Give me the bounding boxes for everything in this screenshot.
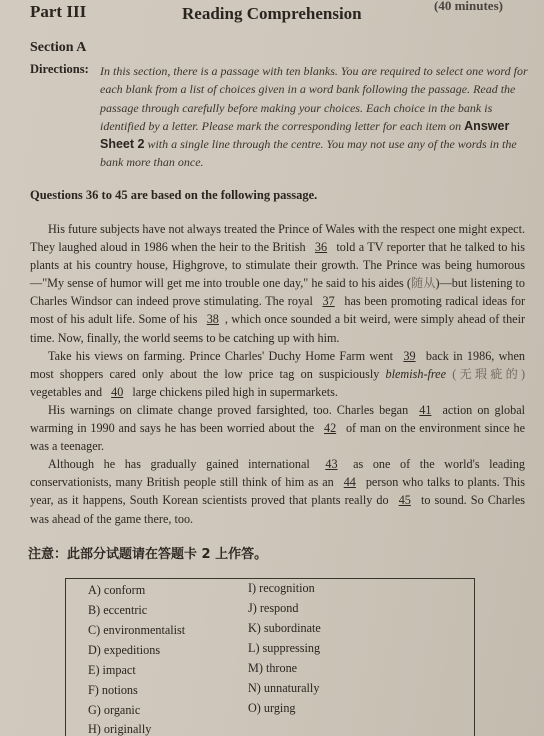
blank-45: 45 bbox=[398, 493, 411, 508]
blank-36: 36 bbox=[314, 240, 328, 255]
passage-italic-term: blemish-free bbox=[385, 366, 446, 381]
word-option: I) recognition bbox=[248, 581, 315, 595]
passage-text: as one of the world's leading conservationists, many British people still think of him as an bbox=[30, 457, 526, 490]
word-bank bbox=[65, 578, 475, 736]
word-option: A) conform bbox=[88, 583, 146, 597]
passage-text: Although he has gradually gained international bbox=[48, 457, 310, 472]
word-option: B) eccentric bbox=[88, 603, 148, 617]
blank-42: 42 bbox=[323, 421, 337, 436]
passage-gloss: 随从 bbox=[410, 276, 436, 291]
word-option: K) subordinate bbox=[248, 621, 321, 635]
directions-text-part-2: with a single line through the centre. You may not use any of the words in the bank more than once. bbox=[100, 137, 517, 170]
paragraph-4 bbox=[30, 455, 525, 527]
word-option: C) environmentalist bbox=[88, 623, 186, 637]
passage-text: His warnings on climate change proved farsighted, too. Charles began bbox=[48, 402, 409, 417]
paragraph-1 bbox=[30, 220, 525, 347]
passage-text: , which once sounded a bit weird, were simply ahead of their time. Now, finally, the world seems to be catching up with him. bbox=[30, 312, 526, 345]
directions-label: Directions: bbox=[30, 62, 89, 76]
passage-text: action on global warming in 1990 and says he has been worried about the bbox=[30, 402, 526, 436]
directions-text bbox=[100, 62, 530, 172]
blank-41: 41 bbox=[419, 402, 432, 417]
blank-38: 38 bbox=[206, 312, 219, 327]
blank-37: 37 bbox=[322, 294, 335, 309]
blank-40: 40 bbox=[111, 384, 124, 399]
passage-text: back in 1986, when most shoppers cared only about the low price tag on suspiciously bbox=[30, 348, 526, 381]
word-option: E) impact bbox=[88, 663, 136, 677]
word-option: O) urging bbox=[248, 701, 296, 715]
blank-39: 39 bbox=[403, 348, 416, 363]
answer-sheet-label: Answer Sheet 2 bbox=[100, 118, 510, 152]
passage-text: )—but listening to Charles Windsor can indeed prove stimulating. The royal bbox=[30, 276, 526, 309]
blank-44: 44 bbox=[343, 475, 356, 490]
answer-note: 注意：此部分试题请在答题卡 2 上作答。 bbox=[28, 547, 268, 562]
reading-passage bbox=[30, 220, 525, 528]
passage-text: of man on the environment since he was a teenager. bbox=[30, 421, 525, 454]
word-option: D) expeditions bbox=[88, 643, 161, 657]
passage-text: person who talks to plants. This year, as it happens, South Korean scientists proved that plants really do bbox=[30, 475, 526, 508]
passage-gloss: (无瑕疵的) bbox=[452, 366, 526, 381]
word-option: G) organic bbox=[88, 703, 141, 717]
word-option: F) notions bbox=[88, 683, 138, 697]
passage-text: His future subjects have not always treated the Prince of Wales with the respect one might expect. They laughed aloud in 1986 when the heir to the British bbox=[30, 222, 526, 255]
questions-heading: Questions 36 to 45 are based on the following passage. bbox=[30, 188, 318, 202]
part-label: Part III bbox=[30, 2, 87, 21]
word-option: M) throne bbox=[248, 661, 298, 675]
section-heading: Section A bbox=[30, 40, 87, 55]
directions-text-part-1: In this section, there is a passage with ten blanks. You are required to select one word for each blank from a list of choices given in a word bank following the passage. Read the passage through carefully before making your choices. Each choice in the bank is identified by a letter. Please mark the corresponding letter for each item on bbox=[100, 64, 528, 133]
word-option: H) originally bbox=[88, 722, 152, 736]
section-title: Reading Comprehension bbox=[182, 4, 362, 23]
passage-text: vegetables and bbox=[30, 384, 103, 399]
word-option: L) suppressing bbox=[248, 641, 321, 655]
paragraph-2 bbox=[30, 347, 525, 401]
passage-text: told a TV reporter that he talked to his plants at his country house, Highgrove, to stimulate their growth. The Prince was being humorous—"My sense of humor will get me into trouble one day," he said to his aides ( bbox=[30, 240, 526, 291]
passage-text: Take his views on farming. Prince Charles' Duchy Home Farm went bbox=[48, 348, 394, 363]
word-option: J) respond bbox=[248, 601, 299, 615]
blank-43: 43 bbox=[325, 457, 338, 472]
time-limit: (40 minutes) bbox=[434, 0, 503, 13]
passage-text: large chickens piled high in supermarkets. bbox=[132, 384, 338, 399]
passage-text: has been promoting radical ideas for most of his adult life. Some of his bbox=[30, 294, 526, 327]
paragraph-3 bbox=[30, 401, 525, 455]
passage-text: to sound. So Charles was ahead of the game there, too. bbox=[30, 493, 526, 526]
word-option: N) unnaturally bbox=[248, 681, 320, 695]
